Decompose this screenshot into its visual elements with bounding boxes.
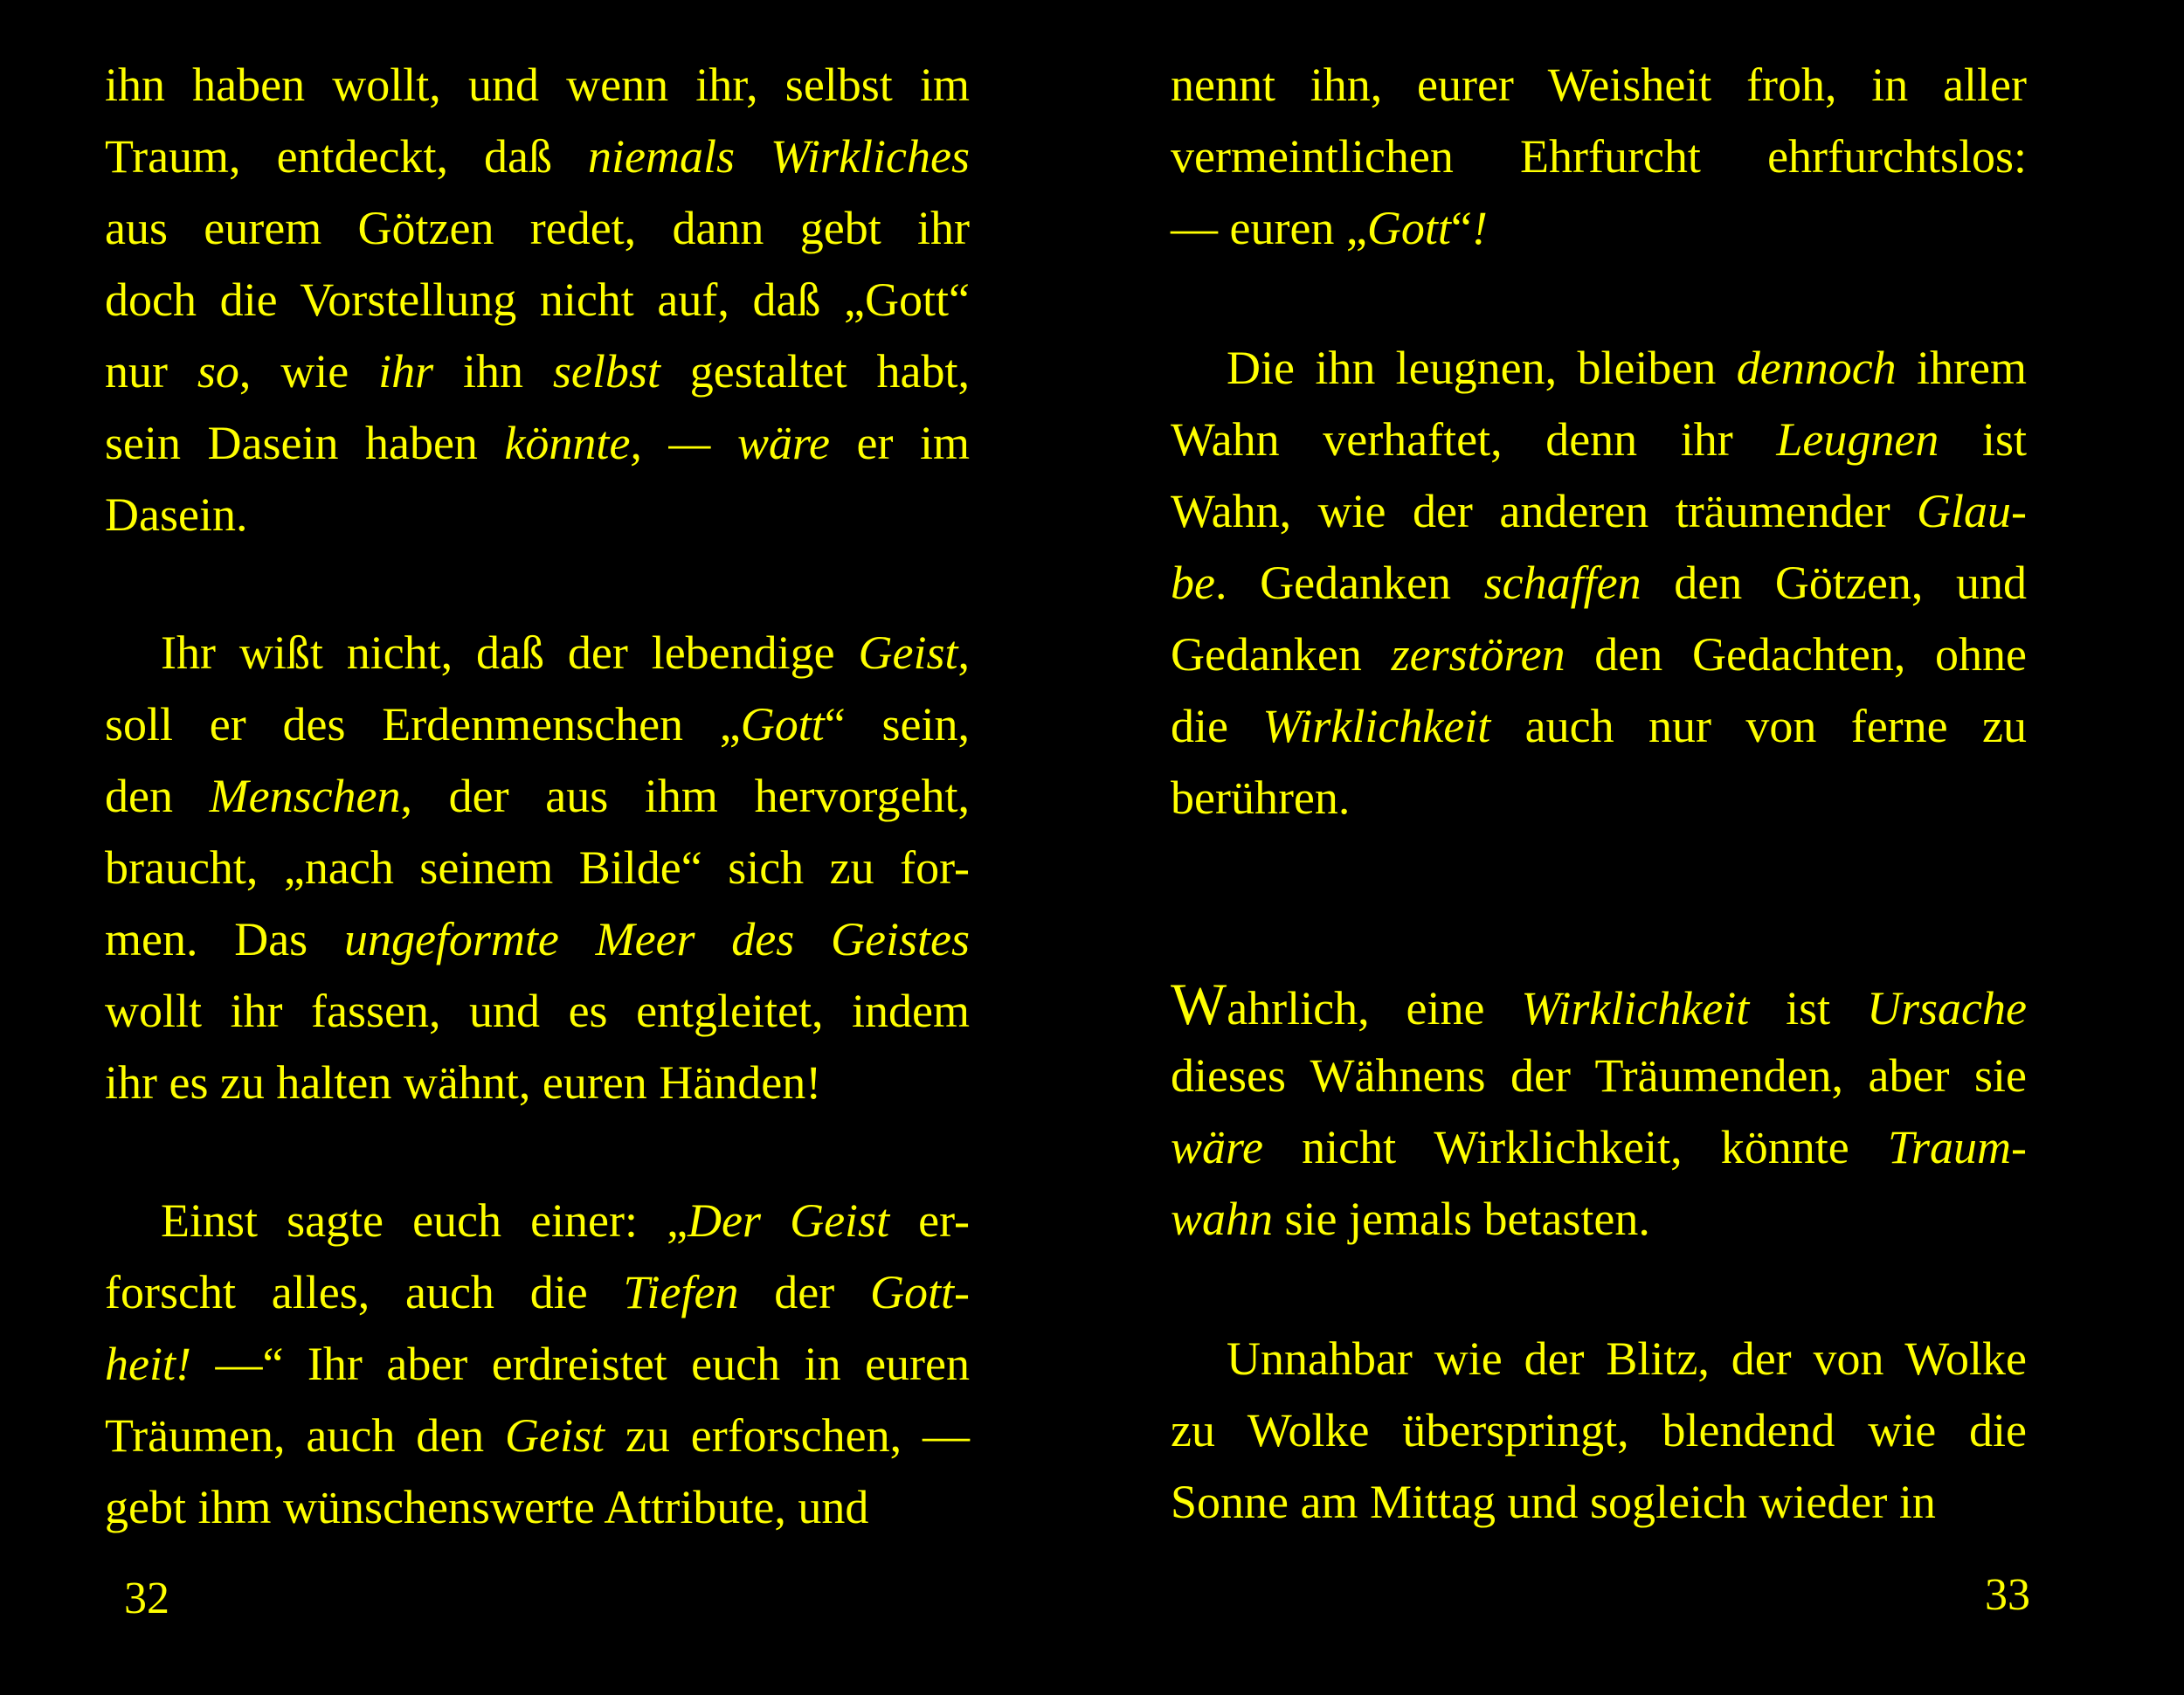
text-line: Wahn verhaftet, denn ihr Leugnen ist [1171, 413, 2027, 466]
emphasis: selbst [552, 345, 660, 398]
text-line: soll er des Erdenmenschen „Gott“ sein, [105, 698, 970, 751]
page-number-right: 33 [1985, 1570, 2030, 1620]
emphasis: Geist [858, 626, 958, 679]
emphasis: ihr [378, 345, 434, 398]
emphasis: Wirklichkeit [1262, 700, 1491, 752]
paragraph [105, 49, 970, 550]
emphasis: heit! [105, 1338, 191, 1390]
text-line: zu Wolke überspringt, blendend wie die [1171, 1404, 2027, 1456]
emphasis: Traum- [1887, 1121, 2027, 1173]
emphasis: Glau- [1917, 485, 2027, 537]
text-line: be. Gedanken schaffen den Götzen, und [1171, 557, 2027, 609]
paragraph [105, 617, 970, 1118]
text-line: Traum, entdeckt, daß niemals Wirkliches [105, 130, 970, 183]
text-line: aus eurem Götzen redet, dann gebt ihr [105, 202, 970, 254]
text-line: nur so, wie ihr ihn selbst gestaltet habt, [105, 345, 971, 398]
text-line: Ihr wißt nicht, daß der lebendige Geist, [161, 626, 970, 679]
text-line: Sonne am Mittag und sogleich wieder in [1171, 1476, 1936, 1528]
emphasis: wäre [1171, 1121, 1263, 1173]
text-line: berühren. [1171, 771, 1351, 824]
text-line: Die ihn leugnen, bleiben dennoch ihrem [1227, 342, 2027, 394]
text-line: wollt ihr fassen, und es entgleitet, indem [105, 985, 970, 1037]
emphasis: Gott [1366, 202, 1451, 254]
text-line: Gedanken zerstören den Gedachten, ohne [1171, 628, 2028, 681]
text-line: ihn haben wollt, und wenn ihr, selbst im [105, 59, 970, 111]
text-line: Einst sagte euch einer: „Der Geist er- [161, 1194, 970, 1247]
text-line: heit! —“ Ihr aber erdreistet euch in euren [105, 1338, 970, 1390]
text-line: Wahrlich, eine Wirklichkeit ist Ursache [1171, 971, 2027, 1037]
paragraph [105, 1185, 970, 1543]
text-line: die Wirklichkeit auch nur von ferne zu [1171, 700, 2027, 752]
paragraph [1171, 1323, 2027, 1538]
paragraph [1171, 49, 2027, 264]
emphasis: wahn [1171, 1193, 1274, 1245]
text-line: den Menschen, der aus ihm hervorgeht, [105, 770, 970, 822]
paragraph [1171, 968, 2027, 1255]
emphasis: Der Geist [688, 1194, 890, 1247]
emphasis: Gott- [870, 1266, 970, 1318]
text-line: nennt ihn, eurer Weisheit froh, in aller [1171, 59, 2027, 111]
text-line: dieses Wähnens der Träumenden, aber sie [1171, 1049, 2027, 1102]
text-line: doch die Vorstellung nicht auf, daß „Gott“ [105, 273, 970, 326]
text-line: wäre nicht Wirklichkeit, könnte Traum- [1171, 1121, 2027, 1173]
emphasis: Ursache [1867, 982, 2027, 1034]
emphasis: niemals Wirkliches [588, 130, 970, 183]
emphasis: könnte, — wäre [504, 417, 830, 469]
text-line: forscht alles, auch die Tiefen der Gott- [105, 1266, 970, 1318]
text-line: ihr es zu halten wähnt, euren Händen! [105, 1056, 822, 1109]
page-number-left: 32 [124, 1574, 169, 1623]
text-line: gebt ihm wünschenswerte Attribute, und [105, 1481, 869, 1533]
emphasis: so [197, 345, 239, 398]
emphasis: Tiefen [623, 1266, 739, 1318]
emphasis: Menschen [209, 770, 401, 822]
emphasis: Leugnen [1776, 413, 1939, 466]
text-line: Unnahbar wie der Blitz, der von Wolke [1227, 1332, 2027, 1385]
emphasis: Geist [505, 1409, 605, 1462]
text-line: — euren „Gott“! [1171, 202, 1488, 254]
text-line: Träumen, auch den Geist zu erforschen, — [105, 1409, 970, 1462]
text-line: sein Dasein haben könnte, — wäre er im [105, 417, 970, 469]
text-line: braucht, „nach seinem Bilde“ sich zu for- [105, 841, 970, 894]
emphasis: Wirklichkeit [1521, 982, 1750, 1034]
text-line: men. Das ungeformte Meer des Geistes [105, 913, 970, 965]
emphasis: Gott [740, 698, 825, 751]
text-line: Dasein. [105, 488, 248, 541]
paragraph [1171, 332, 2027, 834]
emphasis: ! [1471, 202, 1488, 254]
emphasis: zerstören [1391, 628, 1565, 681]
emphasis: ungeformte Meer des Geistes [343, 913, 970, 965]
emphasis: be [1171, 557, 1215, 609]
emphasis: dennoch [1736, 342, 1897, 394]
text-line: Wahn, wie der anderen träumender Glau- [1171, 485, 2027, 537]
text-line: wahn sie jemals betasten. [1171, 1193, 1650, 1245]
emphasis: schaffen [1483, 557, 1641, 609]
text-line: vermeintlichen Ehrfurcht ehrfurchtslos: [1171, 130, 2027, 183]
